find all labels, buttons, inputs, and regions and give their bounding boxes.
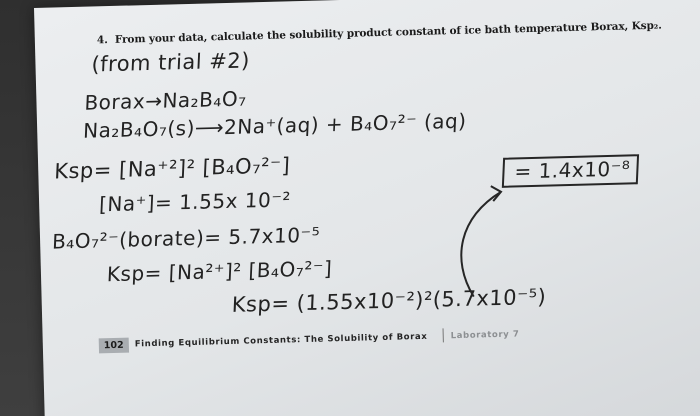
handwritten-ksp-expression: Ksp= [Na⁺²]² [B₄O₇²⁻] xyxy=(53,153,291,184)
answer-arrow-icon xyxy=(34,0,700,416)
handwritten-borate-concentration: B₄O₇²⁻(borate)= 5.7x10⁻⁵ xyxy=(51,222,321,254)
handwritten-ksp-substitution: Ksp= (1.55x10⁻²)²(5.7x10⁻⁵) xyxy=(231,284,547,317)
question-number: 4. xyxy=(96,34,108,47)
handwritten-dissociation-equation: Na₂B₄O₇(s)⟶2Na⁺(aq) + B₄O₇²⁻ (aq) xyxy=(82,108,468,143)
question-text: From your data, calculate the solubility product constant of ice bath temperature Borax, Ksp₂. xyxy=(114,19,662,46)
boxed-answer: = 1.4x10⁻⁸ xyxy=(502,154,639,188)
handwritten-trial-note: (from trial #2) xyxy=(90,48,251,77)
handwritten-ksp-expression-restated: Ksp= [Na²⁺]² [B₄O₇²⁻] xyxy=(106,256,333,287)
footer-page-number: 102 xyxy=(99,338,129,354)
handwritten-borax-formula: Borax→Na₂B₄O₇ xyxy=(83,86,248,115)
handwritten-sodium-concentration: [Na⁺]= 1.55x 10⁻² xyxy=(98,187,292,217)
worksheet-page xyxy=(34,0,700,416)
footer-section: Laboratory 7 xyxy=(450,329,520,342)
footer-title: Finding Equilibrium Constants: The Solubility of Borax xyxy=(134,331,428,350)
